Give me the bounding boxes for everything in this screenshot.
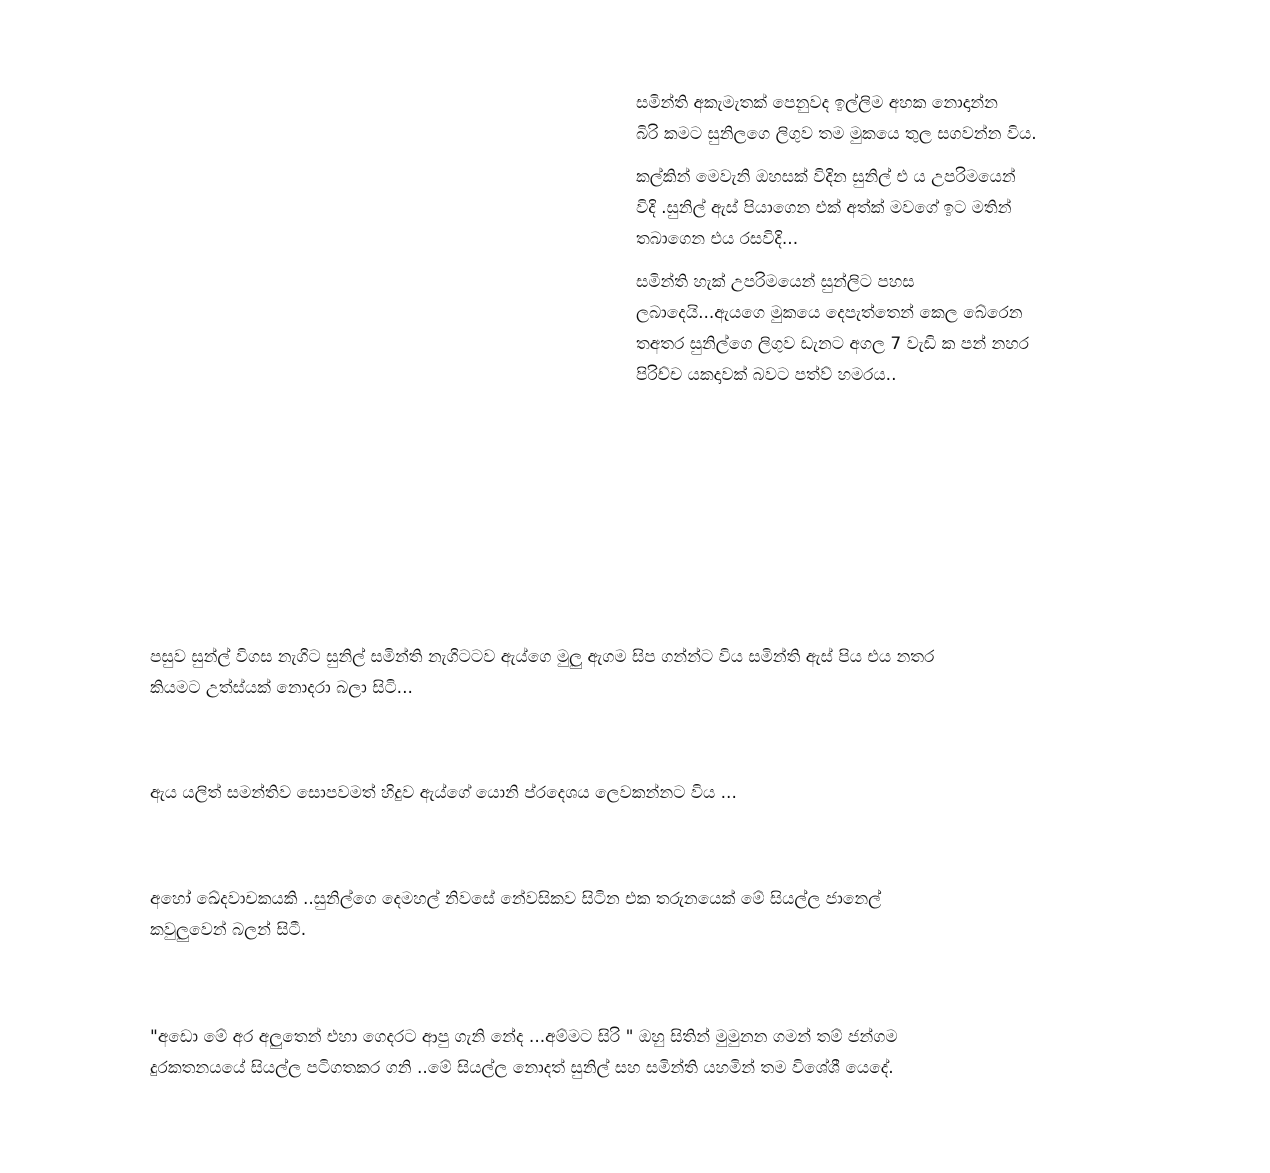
text-line: "අඩො මේ අර අලුතෙන් එහා ගෙදරට ආපු ගැනි නේද ...අම්මට සිරි " ඔහු සිතින් මුමුනන ගමන් තම් ජන්ගම xyxy=(150,1027,898,1047)
text-line: ලබාදෙයි...ඇයගෙ මුකයෙ දෙපැත්තෙන් කෙල බේරෙන xyxy=(636,303,1023,323)
text-line: සමින්ති අකැමැතක් පෙනුවද ඉල්ලිම අහක නොදාන්න xyxy=(636,93,998,113)
text-line: තබාගෙන එය රසවිදි... xyxy=(636,229,799,249)
text-line: පසුව සුන්ල් විගස නැගිට සුනිල් සමින්ති නැගිටටව ඇය්ගෙ මුලු ඇගම සිප ගන්න්ට විය සමින්ති ඇස් පිය එය නතර xyxy=(150,647,935,667)
text-line: අහෝ ඛේදවාචකයකි ..සුනිල්ගෙ දෙමහල් නිවසේ නේවසිකව සිටින එක තරුනයෙක් මේ සියල්ල ජානෙල් xyxy=(150,889,882,909)
right-column xyxy=(636,88,1136,403)
text-line: දුරකතනයයේ සියල්ල පටිගතකර ගනි ..මේ සියල්ල නොදත් සුනිල් සහ සමින්ති යහමින් තම විශේශී යෙදේ. xyxy=(150,1058,894,1078)
paragraph-6 xyxy=(150,778,1140,809)
text-line: කියමට උත්ස්යක් නොදරා බලා සිටි... xyxy=(150,678,413,698)
paragraph-2 xyxy=(636,162,1136,255)
text-line: තඅතර සුනිල්ගෙ ලිගුව ඩැනට අගල 7 වැඩි ක පන් නහර xyxy=(636,334,1029,354)
text-line: කල්කින් මෙවැනි ඔහසක් විදින සුනිල් එ ය උපරිමයෙන් xyxy=(636,167,1016,187)
text-line: කවුලුවෙන් බලන් සිටී. xyxy=(150,920,307,940)
text-line: සමින්ති හැක් උපරිමයෙන් සුන්ලිට පහස xyxy=(636,272,915,292)
paragraph-3 xyxy=(636,267,1136,391)
text-line: පිරිච්ච යකදාවක් බවට පත්ව් හමරය.. xyxy=(636,365,897,385)
paragraph-7 xyxy=(150,884,1140,946)
text-line: විදි .සුනිල් ඇස් පියාගෙන එක් අත්ක් මවගේ ඉට මතින් xyxy=(636,198,1012,218)
paragraph-1 xyxy=(636,88,1136,150)
paragraph-8 xyxy=(150,1022,1140,1084)
text-line: බිරි කමට සුනිලගෙ ලිගුව තම මුකයෙ තුල සගවන්න විය. xyxy=(636,124,1037,144)
paragraph-5 xyxy=(150,642,1140,704)
text-line: ඇය යලිත් සමන්තිව සොපවමත් හිදුව ඇය්ගේ යොනි ප්රදෙශය ලෙවකන්නට විය ... xyxy=(150,783,737,803)
